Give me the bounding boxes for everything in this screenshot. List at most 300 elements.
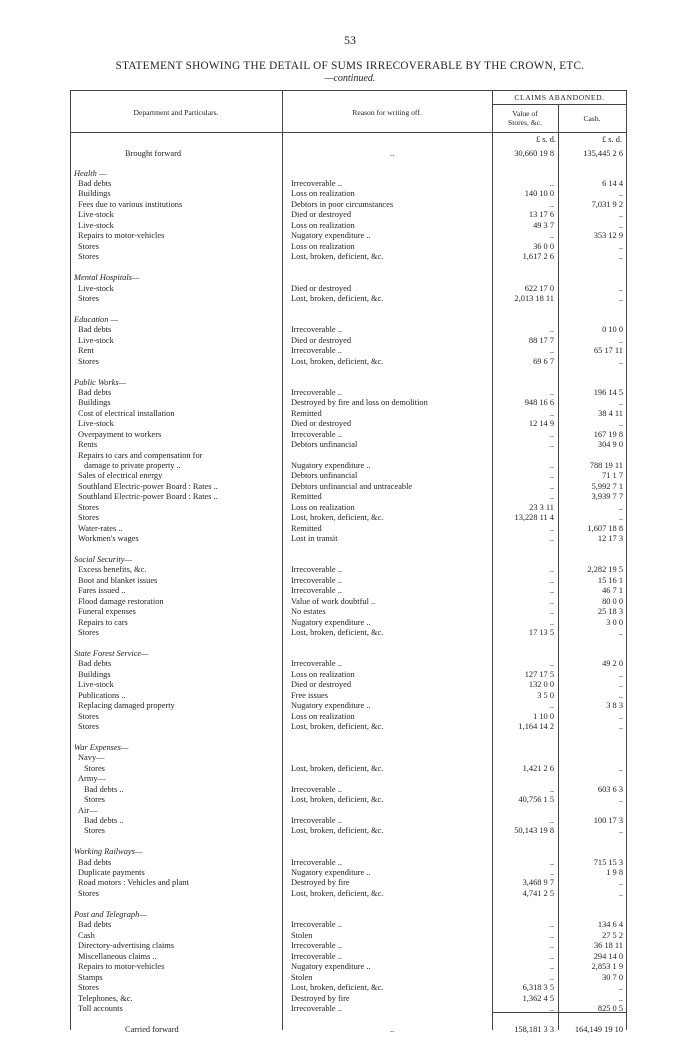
value-cell: 3 5 0	[537, 691, 554, 700]
reason-cell: Irrecoverable ..	[291, 920, 342, 929]
particulars-cell: Stamps	[78, 973, 103, 982]
value-cell: 40,756 1 5	[518, 795, 554, 804]
particulars-cell: Repairs to cars and compensation for	[78, 451, 203, 460]
reason-cell: Debtors in poor circumstances	[291, 200, 394, 209]
cash-cell: ..	[618, 513, 623, 522]
reason-cell: Destroyed by fire and loss on demolition	[291, 398, 428, 407]
table-row	[70, 940, 627, 951]
value-cell: 3,468 9 7	[522, 878, 554, 887]
particulars-cell: Working Railways—	[74, 847, 143, 856]
table-row	[70, 418, 627, 429]
reason-cell: Loss on realization	[291, 221, 355, 230]
reason-cell: Nugatory expenditure ..	[291, 461, 371, 470]
statement-table	[70, 90, 627, 1034]
table-row	[70, 188, 627, 199]
cash-cell: ..	[618, 252, 623, 261]
table-row	[70, 888, 627, 899]
value-cell: ..	[549, 586, 554, 595]
reason-cell: Irrecoverable ..	[291, 430, 342, 439]
cash-cell: 12 17 3	[597, 534, 623, 543]
table-row	[70, 606, 627, 617]
particulars-cell: Brought forward	[125, 149, 182, 158]
table-row	[70, 1003, 627, 1014]
particulars-cell: Stores	[78, 513, 99, 522]
table-row	[70, 679, 627, 690]
cash-cell: 0 10 0	[602, 325, 623, 334]
particulars-cell: Repairs to motor-vehicles	[78, 962, 165, 971]
reason-cell: Irrecoverable ..	[291, 816, 342, 825]
cash-cell: 36 18 11	[593, 941, 623, 950]
value-cell: ..	[549, 701, 554, 710]
table-row	[70, 512, 627, 523]
particulars-cell: Cost of electrical installation	[78, 409, 175, 418]
reason-cell: Irrecoverable ..	[291, 941, 342, 950]
reason-cell: Nugatory expenditure ..	[291, 868, 371, 877]
table-row	[70, 825, 627, 836]
reason-cell: Debtors unfinancial	[291, 471, 358, 480]
value-cell: ..	[549, 430, 554, 439]
value-cell: ..	[549, 659, 554, 668]
value-cell: 127 17 5	[524, 670, 554, 679]
reason-cell: Loss on realization	[291, 189, 355, 198]
value-cell: ..	[549, 962, 554, 971]
reason-cell: Value of work doubtful ..	[291, 597, 376, 606]
value-cell: ..	[549, 973, 554, 982]
particulars-cell: Miscellaneous claims ..	[78, 952, 157, 961]
section-heading-row	[70, 846, 627, 857]
particulars-cell: Overpayment to workers	[78, 430, 162, 439]
cash-cell: 49 2 0	[602, 659, 623, 668]
value-cell: 948 16 6	[524, 398, 554, 407]
reason-cell: Debtors unfinancial	[291, 440, 358, 449]
cash-cell: ..	[618, 691, 623, 700]
particulars-cell: Workmen's wages	[78, 534, 139, 543]
reason-cell: Died or destroyed	[291, 680, 352, 689]
table-row	[70, 877, 627, 888]
particulars-cell: Live-stock	[78, 419, 114, 428]
cash-cell: ..	[618, 983, 623, 992]
cash-cell: ..	[618, 284, 623, 293]
table-row	[70, 324, 627, 335]
particulars-cell: Sales of electrical energy	[78, 471, 163, 480]
particulars-cell: State Forest Service—	[74, 649, 149, 658]
cash-cell: 715 15 3	[593, 858, 623, 867]
particulars-cell: Stores	[84, 795, 105, 804]
particulars-cell: Buildings	[78, 398, 111, 407]
particulars-cell: Cash	[78, 931, 95, 940]
particulars-cell: Live-stock	[78, 210, 114, 219]
cash-cell: 304 9 0	[597, 440, 623, 449]
cash-cell: 15 16 1	[597, 576, 623, 585]
header-value-line1: Value of	[512, 109, 538, 118]
reason-cell: Irrecoverable ..	[291, 659, 342, 668]
value-cell: ..	[549, 471, 554, 480]
reason-cell: Nugatory expenditure ..	[291, 701, 371, 710]
cash-cell: ..	[618, 357, 623, 366]
cash-cell: ..	[618, 878, 623, 887]
particulars-cell: Carried forward	[125, 1025, 179, 1034]
table-row	[70, 752, 627, 763]
reason-cell: Irrecoverable ..	[291, 858, 342, 867]
value-cell: ..	[549, 597, 554, 606]
cash-cell: ..	[618, 889, 623, 898]
value-cell: 13 17 6	[528, 210, 554, 219]
cash-cell: ..	[618, 764, 623, 773]
particulars-cell: Stores	[84, 764, 105, 773]
cash-cell: 3 0 0	[606, 618, 623, 627]
particulars-cell: Stores	[78, 357, 99, 366]
reason-cell: Irrecoverable ..	[291, 179, 342, 188]
value-cell: ..	[549, 565, 554, 574]
table-row	[70, 658, 627, 669]
particulars-cell: Fees due to various institutions	[78, 200, 183, 209]
particulars-cell: Excess benefits, &c.	[78, 565, 147, 574]
particulars-cell: Stores	[78, 983, 99, 992]
value-cell: ..	[549, 931, 554, 940]
section-heading-row	[70, 272, 627, 283]
table-row	[70, 251, 627, 262]
reason-cell: Nugatory expenditure ..	[291, 231, 371, 240]
particulars-cell: Water-rates ..	[78, 524, 123, 533]
particulars-cell: Road motors : Vehicles and plant	[78, 878, 189, 887]
value-cell: 1 10 0	[533, 712, 554, 721]
particulars-cell: Telephones, &c.	[78, 994, 133, 1003]
reason-cell: Lost, broken, deficient, &c.	[291, 513, 384, 522]
table-row	[70, 356, 627, 367]
cash-cell: ..	[618, 722, 623, 731]
table-row	[70, 397, 627, 408]
particulars-cell: Stores	[78, 242, 99, 251]
particulars-cell: Toll accounts	[78, 1004, 123, 1013]
particulars-cell: Education —	[74, 315, 118, 324]
cash-cell: 164,149 19 10	[574, 1025, 623, 1034]
value-cell: ..	[549, 941, 554, 950]
value-cell: 1,164 14 2	[518, 722, 554, 731]
reason-cell: Irrecoverable ..	[291, 325, 342, 334]
value-cell: ..	[549, 952, 554, 961]
particulars-cell: Social Security—	[74, 555, 132, 564]
value-cell: 13,228 11 4	[514, 513, 554, 522]
value-cell: ..	[549, 388, 554, 397]
table-row	[70, 564, 627, 575]
reason-cell: No estates	[291, 607, 326, 616]
particulars-cell: Bad debts	[78, 858, 112, 867]
reason-cell: Loss on realization	[291, 503, 355, 512]
particulars-cell: Bad debts	[78, 659, 112, 668]
value-cell: 69 6 7	[533, 357, 554, 366]
cash-cell: ..	[618, 670, 623, 679]
cash-cell: 788 19 11	[589, 461, 623, 470]
value-cell: 17 13 5	[528, 628, 554, 637]
table-row	[70, 721, 627, 732]
cash-cell: 100 17 3	[593, 816, 623, 825]
table-row	[70, 794, 627, 805]
reason-cell: Loss on realization	[291, 712, 355, 721]
value-cell: ..	[549, 231, 554, 240]
cash-cell: 135,445 2 6	[583, 149, 623, 158]
particulars-cell: Directory-advertising claims	[78, 941, 175, 950]
cash-cell: 134 6 4	[597, 920, 623, 929]
reason-cell: Lost in transit	[291, 534, 338, 543]
value-cell: ..	[549, 524, 554, 533]
particulars-cell: damage to private property ..	[84, 461, 181, 470]
cash-cell: ..	[618, 712, 623, 721]
value-cell: 6,318 3 5	[522, 983, 554, 992]
reason-cell: Destroyed by fire	[291, 878, 350, 887]
particulars-cell: Southland Electric-power Board : Rates ..	[78, 492, 218, 501]
particulars-cell: Stores	[78, 252, 99, 261]
table-row	[70, 585, 627, 596]
value-cell: ..	[549, 200, 554, 209]
particulars-cell: Live-stock	[78, 336, 114, 345]
reason-cell: ..	[390, 149, 395, 158]
table-row	[70, 209, 627, 220]
value-cell: ..	[549, 440, 554, 449]
reason-cell: Died or destroyed	[291, 336, 352, 345]
page-number: 53	[344, 33, 356, 47]
value-cell: ..	[549, 325, 554, 334]
cash-cell: 7,031 9 2	[591, 200, 623, 209]
cash-cell: 5,992 7 1	[591, 482, 623, 491]
value-cell: ..	[549, 868, 554, 877]
value-cell: ..	[549, 1004, 554, 1013]
cash-cell: ..	[618, 398, 623, 407]
particulars-cell: Live-stock	[78, 284, 114, 293]
particulars-cell: Duplicate payments	[78, 868, 145, 877]
table-row	[70, 627, 627, 638]
header-reason: Reason for writing off.	[352, 108, 422, 117]
reason-cell: Lost, broken, deficient, &c.	[291, 628, 384, 637]
value-cell: 12 14 9	[528, 419, 554, 428]
value-cell: 1,362 4 5	[522, 994, 554, 1003]
value-cell: 23 3 11	[529, 503, 554, 512]
value-cell: 1,617 2 6	[522, 252, 554, 261]
table-row	[70, 700, 627, 711]
value-cell: 140 10 0	[524, 189, 554, 198]
particulars-cell: Rent	[78, 346, 94, 355]
reason-cell: Irrecoverable ..	[291, 565, 342, 574]
header-divider	[492, 104, 627, 105]
value-cell: 132 0 0	[528, 680, 554, 689]
reason-cell: Lost, broken, deficient, &c.	[291, 983, 384, 992]
reason-cell: Lost, broken, deficient, &c.	[291, 357, 384, 366]
particulars-cell: Stores	[78, 294, 99, 303]
particulars-cell: Stores	[84, 826, 105, 835]
cash-cell: ..	[618, 221, 623, 230]
reason-cell: Irrecoverable ..	[291, 785, 342, 794]
reason-cell: Lost, broken, deficient, &c.	[291, 252, 384, 261]
cash-cell: 294 14 0	[593, 952, 623, 961]
particulars-cell: Repairs to motor-vehicles	[78, 231, 165, 240]
table-row	[70, 491, 627, 502]
value-cell: 50,143 19 8	[514, 826, 554, 835]
reason-cell: Loss on realization	[291, 242, 355, 251]
value-cell: 4,741 2 5	[522, 889, 554, 898]
cash-cell: 196 14 5	[593, 388, 623, 397]
value-cell: 1,421 2 6	[522, 764, 554, 773]
table-row	[70, 470, 627, 481]
value-cell: ..	[549, 785, 554, 794]
currency-value-header: £ s. d.	[535, 135, 556, 144]
reason-cell: Lost, broken, deficient, &c.	[291, 889, 384, 898]
cash-cell: 167 19 8	[593, 430, 623, 439]
reason-cell: Irrecoverable ..	[291, 586, 342, 595]
particulars-cell: Buildings	[78, 189, 111, 198]
value-cell: 88 17 7	[528, 336, 554, 345]
reason-cell: Irrecoverable ..	[291, 388, 342, 397]
table-row	[70, 439, 627, 450]
table-row	[70, 533, 627, 544]
cash-cell: ..	[618, 189, 623, 198]
particulars-cell: Funeral expenses	[78, 607, 136, 616]
particulars-cell: Bad debts ..	[84, 785, 124, 794]
cash-cell: ..	[618, 994, 623, 1003]
value-cell: ..	[549, 576, 554, 585]
value-cell: ..	[549, 409, 554, 418]
table-row	[70, 230, 627, 241]
cash-cell: 603 6 3	[597, 785, 623, 794]
particulars-cell: Stores	[78, 889, 99, 898]
currency-cash-header: £ s. d.	[601, 135, 622, 144]
particulars-cell: War Expenses—	[74, 743, 129, 752]
particulars-cell: Publications ..	[78, 691, 126, 700]
particulars-cell: Rents	[78, 440, 98, 449]
reason-cell: Died or destroyed	[291, 210, 352, 219]
page-title: STATEMENT SHOWING THE DETAIL OF SUMS IRRECOVERABLE BY THE CROWN, ETC.	[115, 60, 585, 72]
header-department: Department and Particulars.	[133, 108, 219, 117]
particulars-cell: Repairs to cars	[78, 618, 128, 627]
table-row	[70, 773, 627, 784]
cash-cell: 3,939 7 7	[591, 492, 623, 501]
reason-cell: Free issues	[291, 691, 328, 700]
particulars-cell: Southland Electric-power Board : Rates ..	[78, 482, 218, 491]
reason-cell: Irrecoverable ..	[291, 346, 342, 355]
cash-cell: 65 17 11	[593, 346, 623, 355]
particulars-cell: Bad debts	[78, 179, 112, 188]
cash-cell: ..	[618, 680, 623, 689]
value-cell: ..	[549, 492, 554, 501]
reason-cell: Irrecoverable ..	[291, 1004, 342, 1013]
particulars-cell: Bad debts ..	[84, 816, 124, 825]
reason-cell: Lost, broken, deficient, &c.	[291, 795, 384, 804]
value-cell: 2,013 18 11	[514, 294, 554, 303]
header-claims-abandoned: CLAIMS ABANDONED.	[514, 93, 605, 102]
cash-cell: 6 14 4	[602, 179, 623, 188]
particulars-cell: Army—	[78, 774, 106, 783]
header-bottom-rule	[70, 132, 627, 133]
header-value-line2: Stores, &c.	[508, 118, 542, 127]
page-subtitle: —continued.	[324, 73, 376, 84]
reason-cell: Lost, broken, deficient, &c.	[291, 826, 384, 835]
reason-cell: Irrecoverable ..	[291, 952, 342, 961]
particulars-cell: Live-stock	[78, 221, 114, 230]
value-cell: 622 17 0	[524, 284, 554, 293]
particulars-cell: Stores	[78, 628, 99, 637]
cash-cell: 825 0 5	[597, 1004, 623, 1013]
cash-cell: ..	[618, 336, 623, 345]
cash-cell: 2,282 19 5	[587, 565, 623, 574]
reason-cell: ..	[390, 1025, 395, 1034]
table-row	[70, 982, 627, 993]
particulars-cell: Public Works—	[74, 378, 127, 387]
cash-cell: 38 4 11	[598, 409, 623, 418]
particulars-cell: Live-stock	[78, 680, 114, 689]
reason-cell: Debtors unfinancial and untraceable	[291, 482, 413, 491]
value-cell: ..	[549, 607, 554, 616]
table-row	[70, 961, 627, 972]
table-row	[70, 345, 627, 356]
total-row	[70, 1024, 627, 1035]
reason-cell: Stolen	[291, 973, 313, 982]
value-cell: ..	[549, 816, 554, 825]
reason-cell: Died or destroyed	[291, 419, 352, 428]
reason-cell: Destroyed by fire	[291, 994, 350, 1003]
cash-cell: ..	[618, 795, 623, 804]
cash-cell: 3 8 3	[606, 701, 623, 710]
total-row	[70, 148, 627, 159]
reason-cell: Nugatory expenditure ..	[291, 618, 371, 627]
particulars-cell: Bad debts	[78, 920, 112, 929]
reason-cell: Lost, broken, deficient, &c.	[291, 294, 384, 303]
cash-cell: 1 9 8	[606, 868, 623, 877]
cash-cell: 71 1 7	[602, 471, 623, 480]
cash-cell: ..	[618, 419, 623, 428]
cash-cell: ..	[618, 294, 623, 303]
cash-cell: 2,853 1 9	[591, 962, 623, 971]
particulars-cell: Stores	[78, 722, 99, 731]
value-cell: ..	[549, 920, 554, 929]
table-row	[70, 919, 627, 930]
particulars-cell: Post and Telegraph—	[74, 910, 147, 919]
table-border-top	[70, 90, 627, 91]
particulars-cell: Health —	[74, 169, 107, 178]
particulars-cell: Stores	[78, 712, 99, 721]
value-cell: 49 3 7	[533, 221, 554, 230]
particulars-cell: Boot and blanket issues	[78, 576, 158, 585]
value-cell: 36 0 0	[533, 242, 554, 251]
particulars-cell: Bad debts	[78, 388, 112, 397]
value-cell: ..	[549, 346, 554, 355]
cash-cell: ..	[618, 826, 623, 835]
particulars-cell: Stores	[78, 503, 99, 512]
reason-cell: Lost, broken, deficient, &c.	[291, 722, 384, 731]
reason-cell: Lost, broken, deficient, &c.	[291, 764, 384, 773]
cash-cell: 1,607 18 8	[587, 524, 623, 533]
particulars-cell: Air—	[78, 806, 98, 815]
table-row	[70, 293, 627, 304]
reason-cell: Remitted	[291, 524, 322, 533]
reason-cell: Irrecoverable ..	[291, 576, 342, 585]
reason-cell: Nugatory expenditure ..	[291, 962, 371, 971]
cash-cell: 27 5 2	[602, 931, 623, 940]
value-cell: 158,181 3 3	[514, 1025, 554, 1034]
cash-cell: 46 7 1	[602, 586, 623, 595]
particulars-cell: Buildings	[78, 670, 111, 679]
cash-cell: 80 0 0	[602, 597, 623, 606]
value-cell: ..	[549, 618, 554, 627]
value-cell: ..	[549, 461, 554, 470]
cash-cell: ..	[618, 628, 623, 637]
cash-cell: 25 18 3	[597, 607, 623, 616]
reason-cell: Loss on realization	[291, 670, 355, 679]
particulars-cell: Replacing damaged property	[78, 701, 175, 710]
cash-cell: ..	[618, 242, 623, 251]
reason-cell: Remitted	[291, 409, 322, 418]
particulars-cell: Navy—	[78, 753, 105, 762]
value-cell: ..	[549, 482, 554, 491]
particulars-cell: Bad debts	[78, 325, 112, 334]
cash-cell: 30 7 0	[602, 973, 623, 982]
